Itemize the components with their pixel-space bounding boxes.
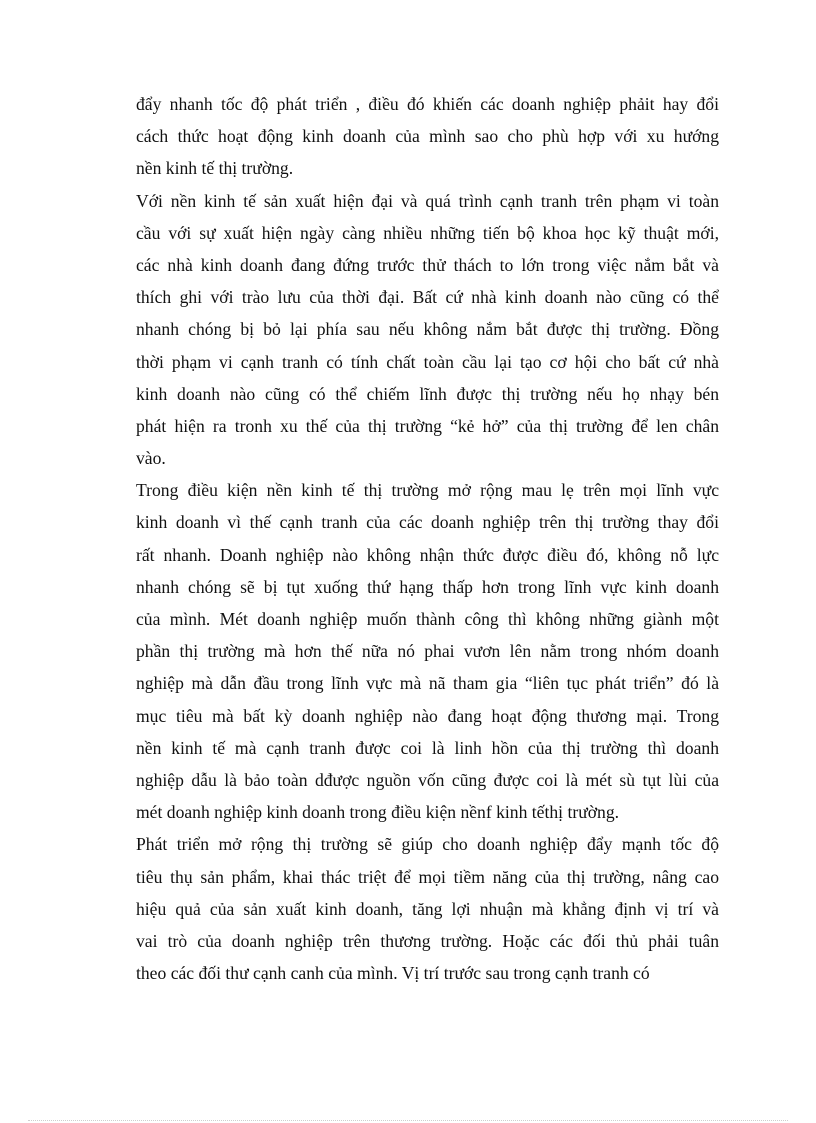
text-line: nhanh chóng sẽ bị tụt xuống thứ hạng thấp hơn trong lĩnh vực kinh doanh [136, 576, 719, 597]
text-line: cầu với sự xuất hiện ngày càng nhiều những tiến bộ khoa học kỹ thuật mới, [136, 222, 719, 243]
text-line: Phát triển mở rộng thị trường sẽ giúp cho doanh nghiệp đẩy mạnh tốc độ [136, 834, 719, 855]
text-line: mục tiêu mà bất kỳ doanh nghiệp nào đang hoạt động thương mại. Trong [136, 705, 719, 726]
text-line: các nhà kinh doanh đang đứng trước thử thách to lớn trong việc nắm bắt và [136, 254, 719, 275]
text-line: cách thức hoạt động kinh doanh của mình sao cho phù hợp với xu hướng [136, 126, 719, 147]
text-line: nền kinh tế mà cạnh tranh được coi là linh hồn của thị trường thì doanh [136, 737, 719, 758]
text-line: nghiệp mà dẫn đầu trong lĩnh vực mà nã tham gia “liên tục phát triển” đó là [136, 673, 719, 694]
text-line: mét doanh nghiệp kinh doanh trong điều kiện nềnf kinh tếthị trường. [136, 802, 620, 823]
text-line: hiệu quả của sản xuất kinh doanh, tăng lợi nhuận mà khẳng định vị trí và [136, 898, 719, 919]
page-divider [28, 1120, 788, 1121]
text-line: Trong điều kiện nền kinh tế thị trường mở rộng mau lẹ trên mọi lĩnh vực [136, 480, 719, 501]
text-line: kinh doanh nào cũng có thể chiếm lĩnh được thị trường nếu họ nhạy bén [136, 383, 719, 404]
text-line: vào. [136, 448, 166, 469]
text-line: tiêu thụ sản phẩm, khai thác triệt để mọi tiềm năng của thị trường, nâng cao [136, 866, 719, 887]
text-line: vai trò của doanh nghiệp trên thương trường. Hoặc các đối thủ phải tuân [136, 930, 719, 951]
text-line: Với nền kinh tế sản xuất hiện đại và quá trình cạnh tranh trên phạm vi toàn [136, 190, 719, 211]
text-line: theo các đối thư cạnh canh của mình. Vị trí trước sau trong cạnh tranh có [136, 963, 650, 984]
text-line: nhanh chóng bị bỏ lại phía sau nếu không nắm bắt được thị trường. Đồng [136, 319, 719, 340]
text-line: thích ghi với trào lưu của thời đại. Bất cứ nhà kinh doanh nào cũng có thể [136, 287, 719, 308]
text-line: rất nhanh. Doanh nghiệp nào không nhận thức được điều đó, không nỗ lực [136, 544, 719, 565]
text-line: nghiệp dẫu là bảo toàn dđược nguồn vốn cũng được coi là mét sù tụt lùi của [136, 769, 719, 790]
text-line: phần thị trường mà hơn thế nữa nó phai vươn lên nằm trong nhóm doanh [136, 641, 719, 662]
text-line: đẩy nhanh tốc độ phát triển , điều đó khiến các doanh nghiệp phảit hay đổi [136, 94, 719, 114]
text-line: nền kinh tế thị trường. [136, 158, 294, 179]
text-line: thời phạm vi cạnh tranh có tính chất toàn cầu lại tạo cơ hội cho bất cứ nhà [136, 351, 719, 372]
text-line: phát hiện ra tronh xu thế của thị trường “kẻ hở” của thị trường để len chân [136, 415, 719, 436]
body-text [136, 88, 719, 989]
text-line: kinh doanh vì thế cạnh tranh của các doanh nghiệp trên thị trường thay đổi [136, 512, 719, 533]
text-line: của mình. Mét doanh nghiệp muốn thành công thì không những giành một [136, 609, 719, 629]
